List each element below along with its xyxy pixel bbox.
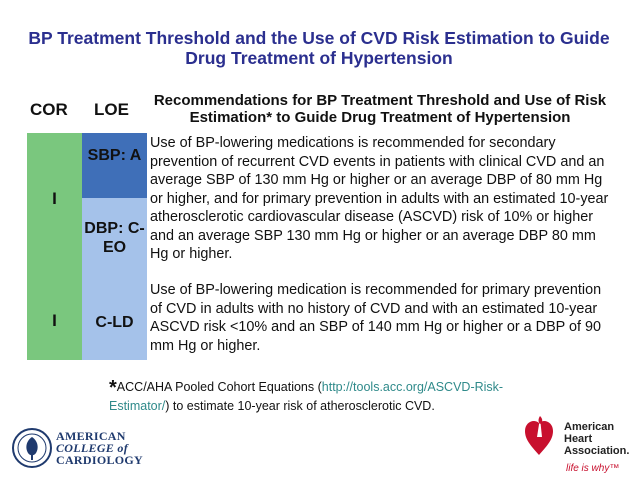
cor-value-row1: I [52, 189, 57, 208]
footnote [109, 378, 529, 415]
footnote-text-before: ACC/AHA Pooled Cohort Equations ( [116, 380, 322, 394]
slide-title: BP Treatment Threshold and the Use of CVD Risk Estimation to Guide Drug Treatment of Hypertension [28, 28, 610, 68]
loe-cld: C-LD [95, 314, 134, 331]
recommendation-2: Use of BP-lowering medication is recommended for primary prevention of CVD in adults with no history of CVD and with an estimated 10-year ASCVD risk <10% and an SBP of 140 mm Hg or higher or a DBP of 90 mm Hg or higher. [150, 282, 602, 354]
aha-line2: Heart [564, 433, 593, 445]
acc-wordmark [56, 430, 143, 466]
recommendation-1: Use of BP-lowering medications is recommended for secondary prevention of recurrent CVD events in patients with clinical CVD and an average SBP of 130 mm Hg or higher or an average DBP of 80 mm Hg or higher, and for primary prevention in adults with an estimated 10-year atherosclerotic cardiovascular disease (ASCVD) risk of 10% or higher and an average SBP 130 mm Hg or higher or an average DBP 80 mm Hg or higher. [150, 135, 609, 262]
header-cor: COR [30, 100, 68, 119]
acc-seal-icon [12, 428, 52, 468]
loe-sbp-a: SBP: A [87, 147, 142, 164]
acc-line3: CARDIOLOGY [56, 453, 144, 467]
heart-torch-icon [524, 415, 554, 457]
loe-dbp-ceo: DBP: C-EO [84, 220, 145, 256]
cor-column [27, 133, 82, 360]
aha-logo [522, 415, 632, 475]
cor-value-row2: I [52, 311, 57, 330]
aha-wordmark [564, 421, 629, 457]
footnote-star: * [109, 377, 117, 399]
acc-logo [12, 428, 152, 470]
loe-cell-sbp [82, 133, 147, 198]
aha-tagline: life is why™ [566, 463, 620, 474]
aha-line3: Association. [564, 445, 630, 457]
footnote-link[interactable]: http://tools.acc.org/ASCVD-Risk-Estimator/ [109, 380, 504, 413]
aha-line1: American [564, 421, 615, 433]
footnote-text-after: ) to estimate 10-year risk of atherosclerotic CVD. [165, 399, 435, 413]
header-recommendations: Recommendations for BP Treatment Threshold and Use of Risk Estimation* to Guide Drug Treatment of Hypertension [153, 92, 607, 126]
acc-line1: AMERICAN [56, 429, 126, 443]
header-loe: LOE [94, 100, 129, 119]
acc-line2: COLLEGE of [56, 441, 128, 455]
